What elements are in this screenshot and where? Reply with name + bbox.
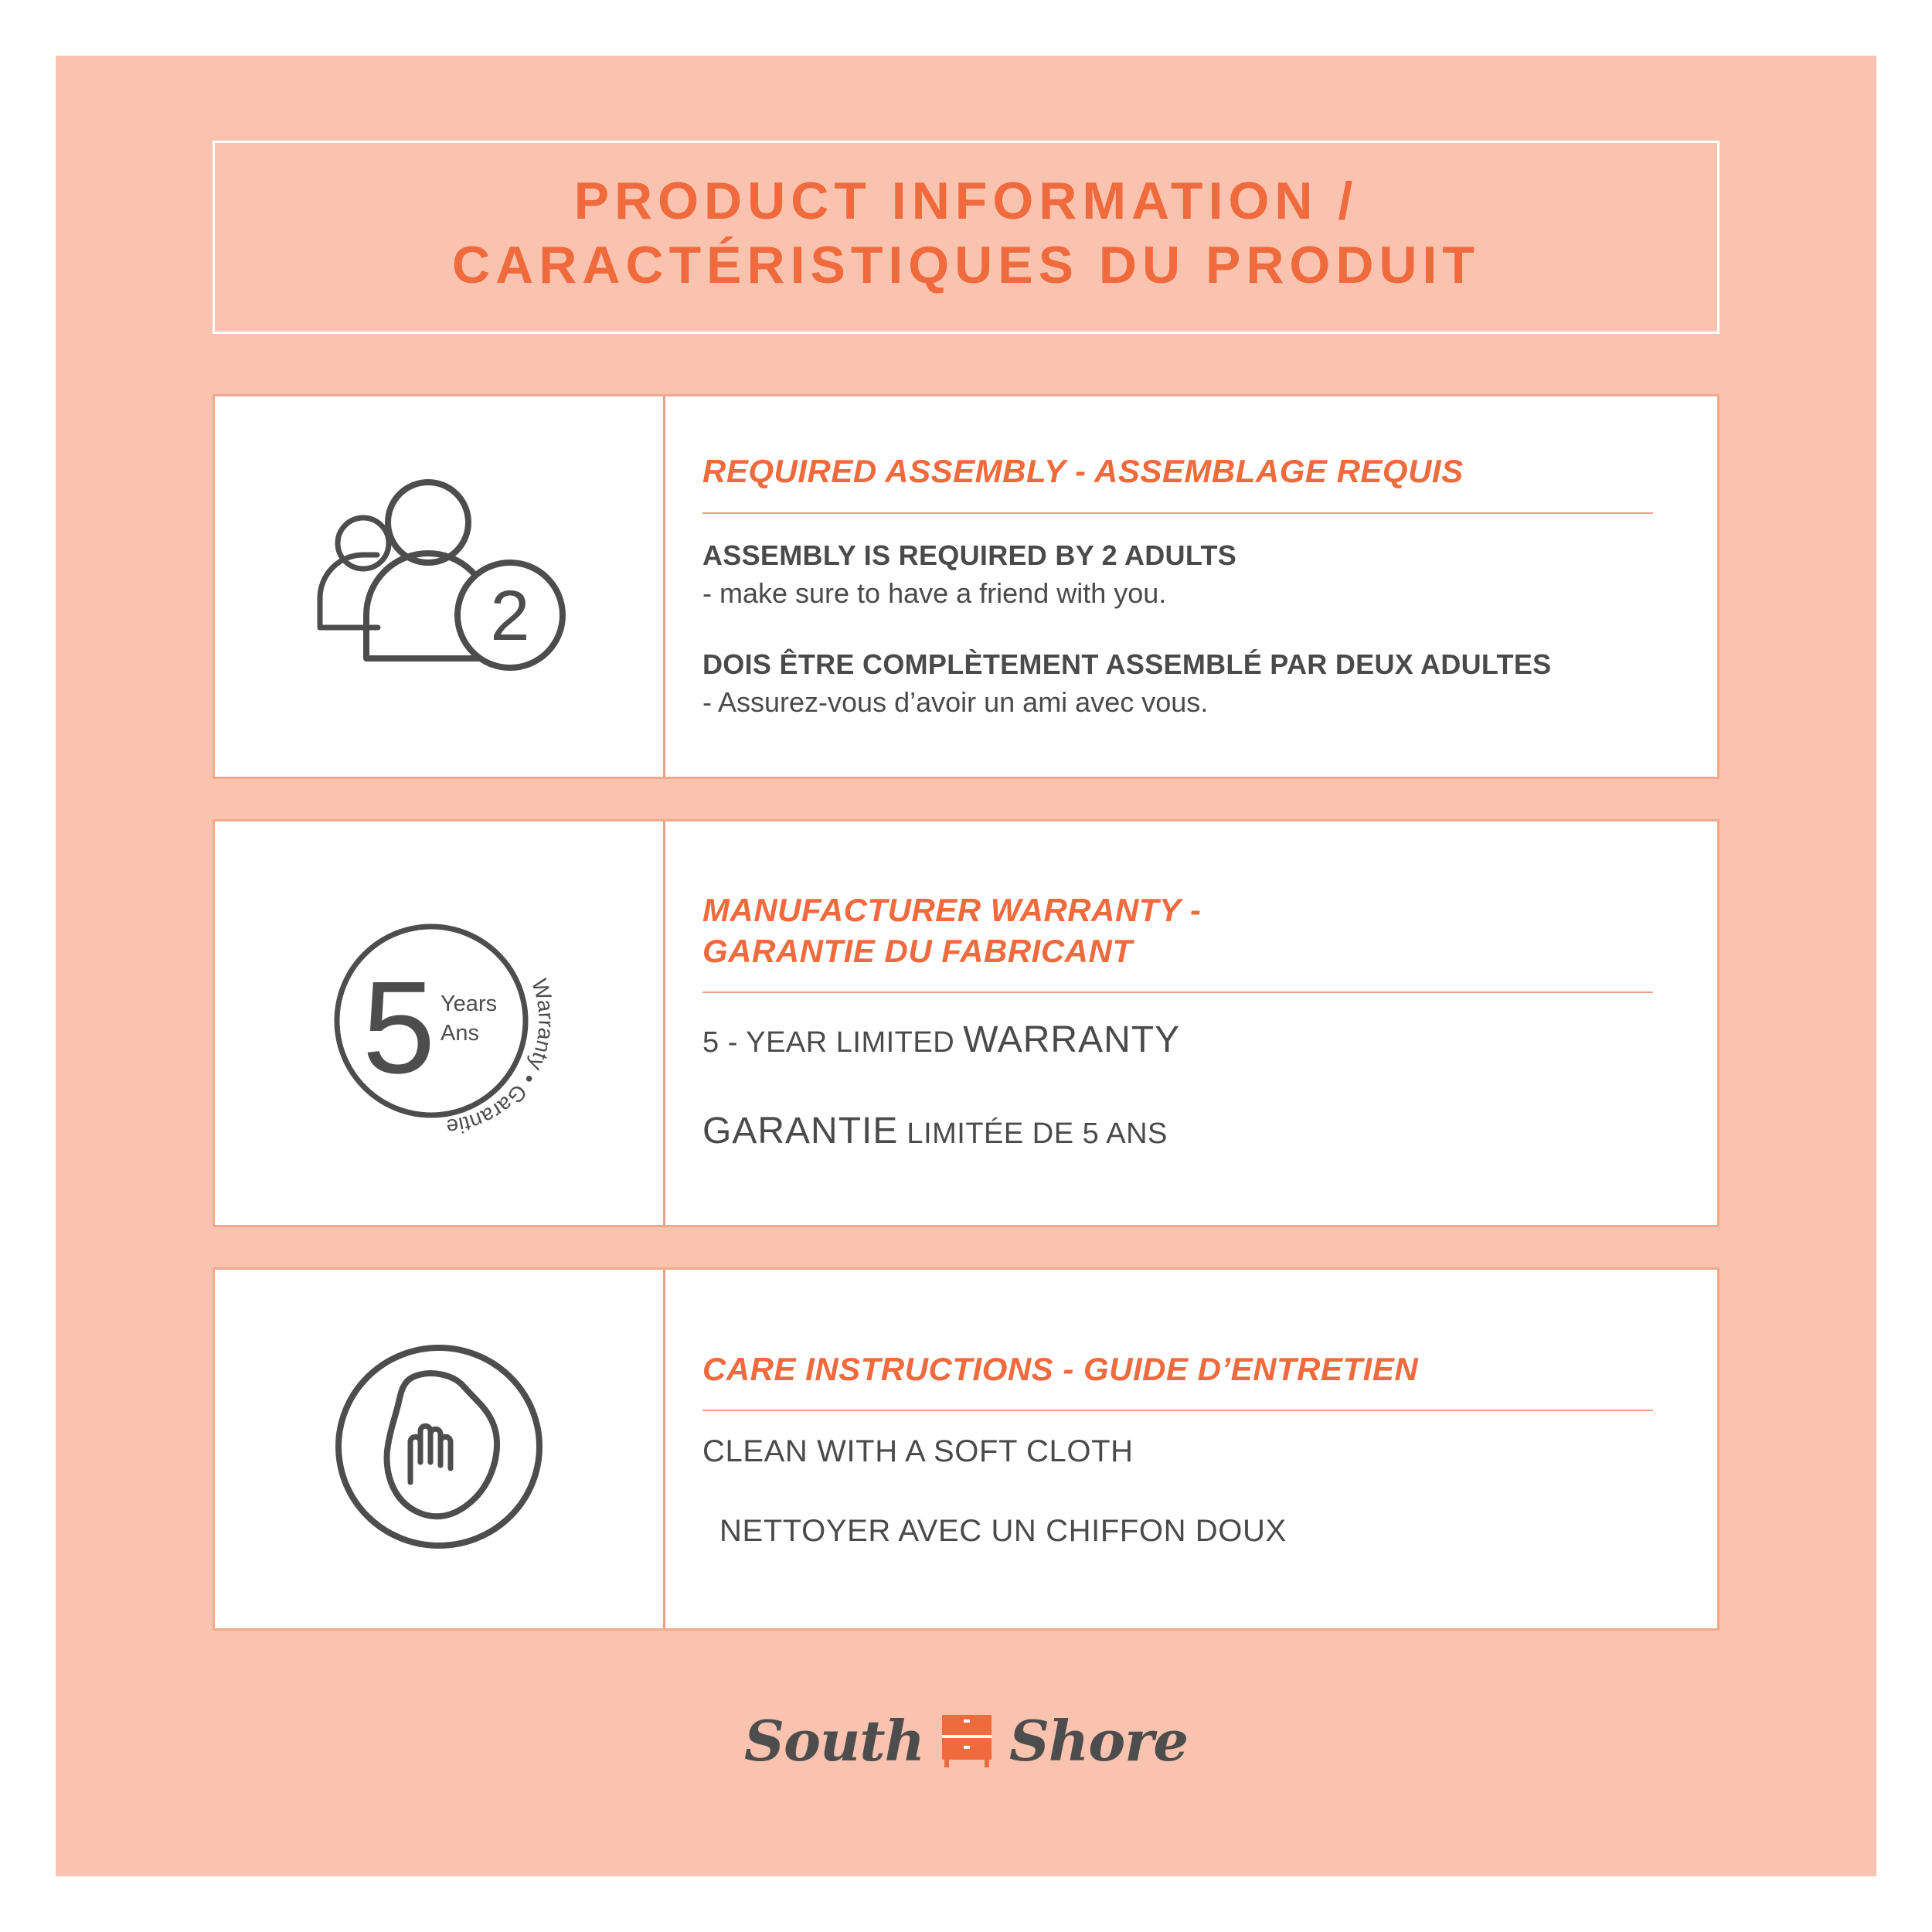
two-people-assembly-icon [292,468,586,704]
hand-with-cloth-icon [300,1331,578,1566]
card-required-assembly [213,394,1719,779]
logo-word-shore: Shore [1009,1707,1189,1774]
assembly-icon-badge-number: 2 [490,577,530,656]
card-care-instructions [213,1267,1719,1631]
assembly-heading: REQUIRED ASSEMBLY - ASSEMBLAGE REQUIS [702,453,1464,490]
care-text-cell [663,1270,1717,1628]
warranty-fr-suffix: LIMITÉE DE 5 ANS [898,1117,1168,1151]
care-en-line: CLEAN WITH A SOFT CLOTH [702,1434,1134,1469]
warranty-icon-ring-text: Warranty • Garantie [444,976,559,1140]
warranty-icon-number: 5 [362,954,436,1102]
warranty-heading-line-2: GARANTIE DU FABRICANT [702,932,1133,969]
dresser-icon [938,1709,995,1773]
warranty-text-cell [663,821,1717,1225]
assembly-divider [702,512,1653,514]
poster-canvas [56,56,1876,1876]
warranty-en-emphasis: WARRANTY [963,1019,1181,1061]
care-divider [702,1410,1653,1411]
assembly-fr-light: - Assurez-vous d’avoir un ami avec vous. [702,685,1209,718]
warranty-en-line [702,1016,1671,1064]
warranty-fr-line [702,1107,1671,1155]
logo-word-south: South [743,1707,924,1774]
care-line-gap [702,1469,1671,1514]
warranty-divider [702,992,1653,993]
assembly-fr-strong: DOIS ÊTRE COMPLÈTEMENT ASSEMBLÉ PAR DEUX ADULTES [702,648,1552,681]
care-heading: CARE INSTRUCTIONS - GUIDE D’ENTRETIEN [702,1350,1419,1387]
warranty-fr-emphasis: GARANTIE [702,1111,899,1152]
warranty-line-gap [702,1064,1671,1107]
warranty-icon-cell [215,893,663,1152]
page-title [213,141,1719,334]
assembly-text-cell [663,396,1717,777]
warranty-heading-line-1: MANUFACTURER WARRANTY - [702,892,1202,929]
assembly-en-strong: ASSEMBLY IS REQUIRED BY 2 ADULTS [702,539,1237,571]
brand-logo [744,1708,1188,1774]
warranty-en-prefix: 5 - YEAR LIMITED [702,1026,964,1060]
page-title-line-1: PRODUCT INFORMATION / [573,172,1359,230]
assembly-paragraph-gap [702,612,1671,646]
care-fr-line: NETTOYER AVEC UN CHIFFON DOUX [719,1514,1287,1549]
warranty-icon-years-fr: Ans [440,1021,479,1046]
care-icon-cell [215,1331,663,1566]
assembly-icon-cell [215,468,663,704]
assembly-en-light: - make sure to have a friend with you. [702,577,1167,609]
page-title-line-2: CARACTÉRISTIQUES DU PRODUIT [452,235,1480,294]
card-manufacturer-warranty [213,819,1719,1227]
five-year-warranty-seal-icon [284,893,594,1152]
warranty-icon-years-en: Years [440,992,498,1017]
